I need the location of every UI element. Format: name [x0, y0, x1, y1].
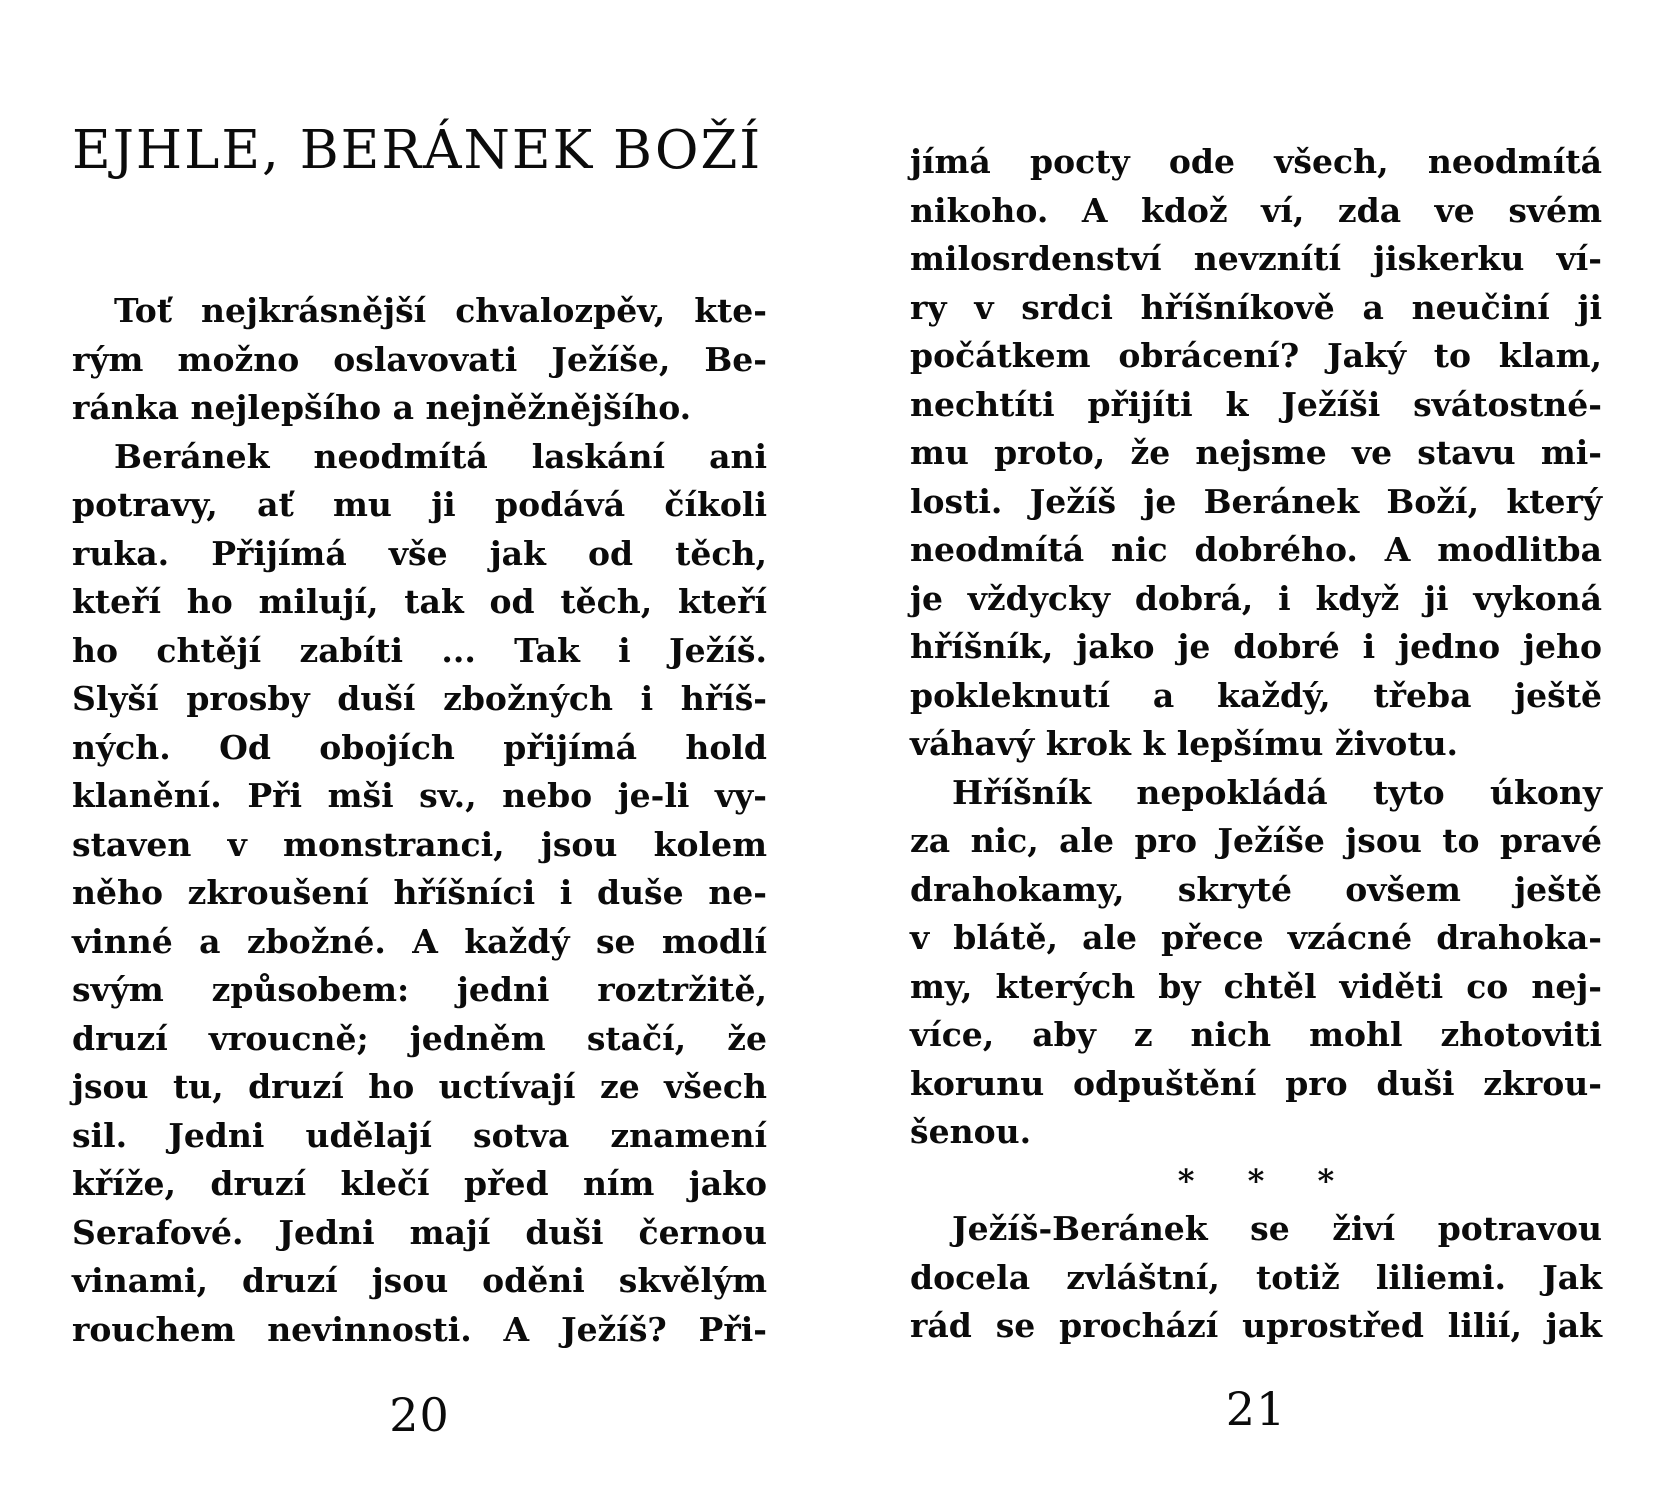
text-line: vinné a zbožné. A každý se modlí — [72, 921, 767, 961]
text-line: rád se prochází uprostřed lilií, jak — [910, 1306, 1602, 1345]
left-text-column — [72, 287, 767, 1354]
text-line: mu proto, že nejsme ve stavu mi- — [910, 433, 1602, 472]
text-line: sil. Jedni udělají sotva znamení — [72, 1115, 767, 1155]
text-line: Serafové. Jedni mají duši černou — [72, 1212, 767, 1252]
text-line: rouchem nevinnosti. A Ježíš? Při- — [72, 1309, 767, 1349]
page-left — [72, 0, 767, 1500]
text-line: pokleknutí a každý, třeba ještě — [910, 675, 1602, 715]
text-line: ných. Od obojích přijímá hold — [72, 727, 767, 767]
page-right — [910, 0, 1602, 1500]
text-line: Hříšník nepokládá tyto úkony — [952, 772, 1602, 812]
text-line: staven v monstranci, jsou kolem — [72, 824, 767, 864]
right-text-column — [910, 138, 1602, 1351]
text-line: Beránek neodmítá laskání ani — [114, 436, 767, 476]
text-line: nikoho. A kdož ví, zda ve svém — [910, 190, 1602, 230]
text-line: ho chtějí zabíti ... Tak i Ježíš. — [72, 630, 767, 670]
text-line: jsou tu, druzí ho uctívají ze všech — [72, 1067, 767, 1106]
text-line: vinami, druzí jsou oděni skvělým — [72, 1261, 767, 1300]
page-number-left: 20 — [389, 1388, 450, 1442]
text-line: váhavý krok k lepšímu životu. — [910, 724, 1459, 763]
text-line: druzí vroucně; jedněm stačí, že — [72, 1018, 767, 1058]
text-line: v blátě, ale přece vzácné drahoka- — [910, 918, 1602, 957]
text-line: drahokamy, skryté ovšem ještě — [910, 869, 1602, 909]
text-line: ránka nejlepšího a nejněžnějšího. — [72, 388, 692, 427]
text-line: kteří ho milují, tak od těch, kteří — [72, 582, 767, 621]
text-line: ry v srdci hříšníkově a neučiní ji — [910, 287, 1602, 327]
text-line: šenou. — [910, 1112, 1032, 1151]
text-line: Ježíš-Beránek se živí potravou — [952, 1209, 1602, 1248]
text-line: losti. Ježíš je Beránek Boží, který — [910, 481, 1602, 521]
text-line: Toť nejkrásnější chvalozpěv, kte- — [114, 291, 767, 330]
chapter-heading: EJHLE, BERÁNEK BOŽÍ — [72, 120, 763, 181]
text-line: rým možno oslavovati Ježíše, Be- — [72, 339, 767, 379]
text-line: nechtíti přijíti k Ježíši svátostné- — [910, 384, 1602, 424]
text-line: docela zvláštní, totiž liliemi. Jak — [910, 1257, 1602, 1297]
text-line: potravy, ať mu ji podává číkoli — [72, 485, 767, 524]
text-line: neodmítá nic dobrého. A modlitba — [910, 530, 1602, 569]
text-line: korunu odpuštění pro duši zkrou- — [910, 1063, 1602, 1103]
text-line: svým způsobem: jedni roztržitě, — [72, 970, 767, 1009]
text-line: je vždycky dobrá, i když ji vykoná — [910, 578, 1602, 618]
page-number-right: 21 — [1225, 1382, 1287, 1436]
text-line: my, kterých by chtěl viděti co nej- — [910, 966, 1602, 1006]
text-line: za nic, ale pro Ježíše jsou to pravé — [910, 821, 1602, 860]
text-line: jímá pocty ode všech, neodmítá — [910, 142, 1602, 181]
text-line: ruka. Přijímá vše jak od těch, — [72, 533, 767, 573]
text-line: hříšník, jako je dobré i jedno jeho — [910, 627, 1602, 666]
text-line: Slyší prosby duší zbožných i hříš- — [72, 679, 767, 718]
text-line: milosrdenství nevznítí jiskerku ví- — [910, 239, 1602, 278]
text-line: počátkem obrácení? Jaký to klam, — [910, 336, 1602, 375]
text-line: více, aby z nich mohl zhotoviti — [910, 1015, 1602, 1054]
text-line: klanění. Při mši sv., nebo je-li vy- — [72, 776, 767, 815]
text-line: kříže, druzí klečí před ním jako — [72, 1164, 767, 1203]
text-line: něho zkroušení hříšníci i duše ne- — [72, 873, 767, 912]
text-line: * * * — [1177, 1161, 1335, 1200]
